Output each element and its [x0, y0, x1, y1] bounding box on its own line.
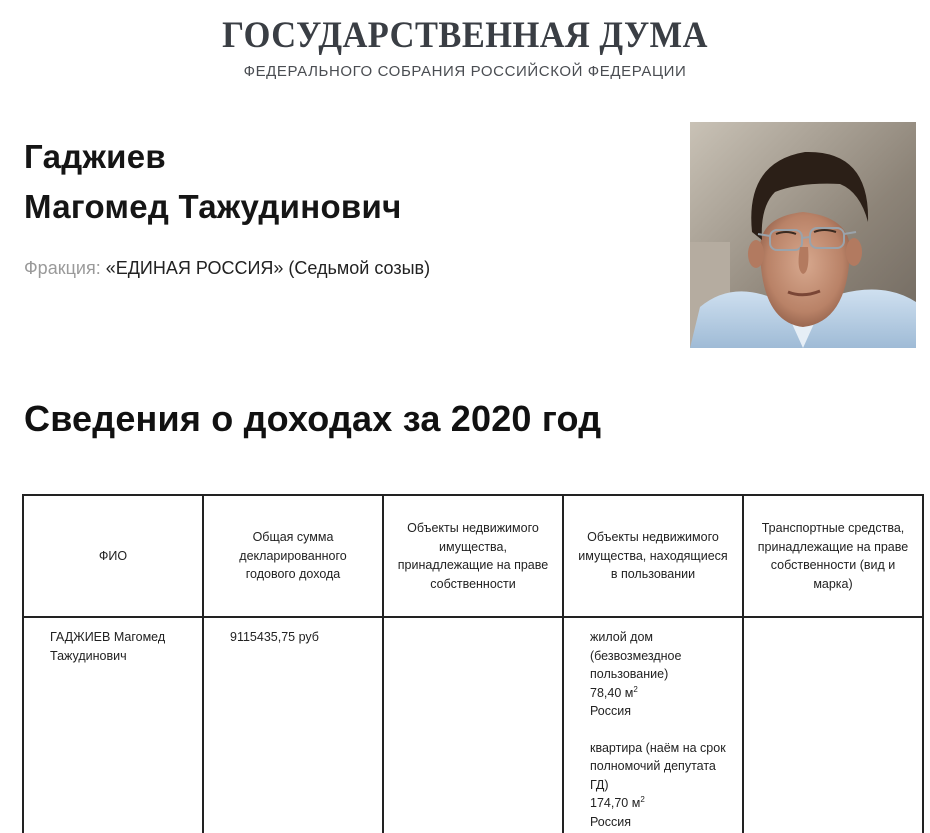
section-title: Сведения о доходах за 2020 год	[24, 398, 602, 439]
cell-fio: ГАДЖИЕВ Магомед Тажудинович	[23, 617, 203, 833]
deputy-photo	[690, 122, 916, 348]
table-row	[23, 617, 923, 833]
column-header-income: Общая сумма декларированного годового дохода	[203, 495, 383, 617]
deputy-last-name: Гаджиев	[24, 138, 166, 175]
property-item	[590, 628, 726, 721]
faction-label: Фракция:	[24, 258, 101, 278]
cell-vehicles	[743, 617, 923, 833]
cell-property-in-use	[563, 617, 743, 833]
deputy-name	[24, 132, 402, 232]
faction-value[interactable]: «ЕДИНАЯ РОССИЯ» (Седьмой созыв)	[105, 258, 431, 278]
cell-income: 9115435,75 руб	[203, 617, 383, 833]
site-subtitle: ФЕДЕРАЛЬНОГО СОБРАНИЯ РОССИЙСКОЙ ФЕДЕРАЦИИ	[243, 63, 687, 80]
property-area: 174,70 $м^2$	[590, 794, 645, 810]
site-header	[0, 14, 930, 80]
table-header-row	[23, 495, 923, 617]
column-header-owned-property: Объекты недвижимого имущества, принадлежащие на праве собственности	[383, 495, 563, 617]
property-country: Россия	[590, 704, 631, 718]
site-title[interactable]: ГОСУДАРСТВЕННАЯ ДУМА	[222, 15, 708, 56]
property-type: жилой дом (безвозмездное пользование)	[590, 630, 682, 681]
deputy-first-patronymic: Магомед Тажудинович	[24, 188, 402, 225]
column-header-property-in-use: Объекты недвижимого имущества, находящиеся в пользовании	[563, 495, 743, 617]
faction-line	[24, 258, 430, 279]
property-country: Россия	[590, 814, 631, 829]
cell-owned-property	[383, 617, 563, 833]
column-header-vehicles: Транспортные средства, принадлежащие на праве собственности (вид и марка)	[743, 495, 923, 617]
column-header-fio: ФИО	[23, 495, 203, 617]
income-table	[22, 494, 924, 833]
property-area: 78,40 $м^2$	[590, 684, 638, 700]
property-item	[590, 739, 726, 832]
property-type: квартира (наём на срок полномочий депутата ГД)	[590, 740, 726, 792]
